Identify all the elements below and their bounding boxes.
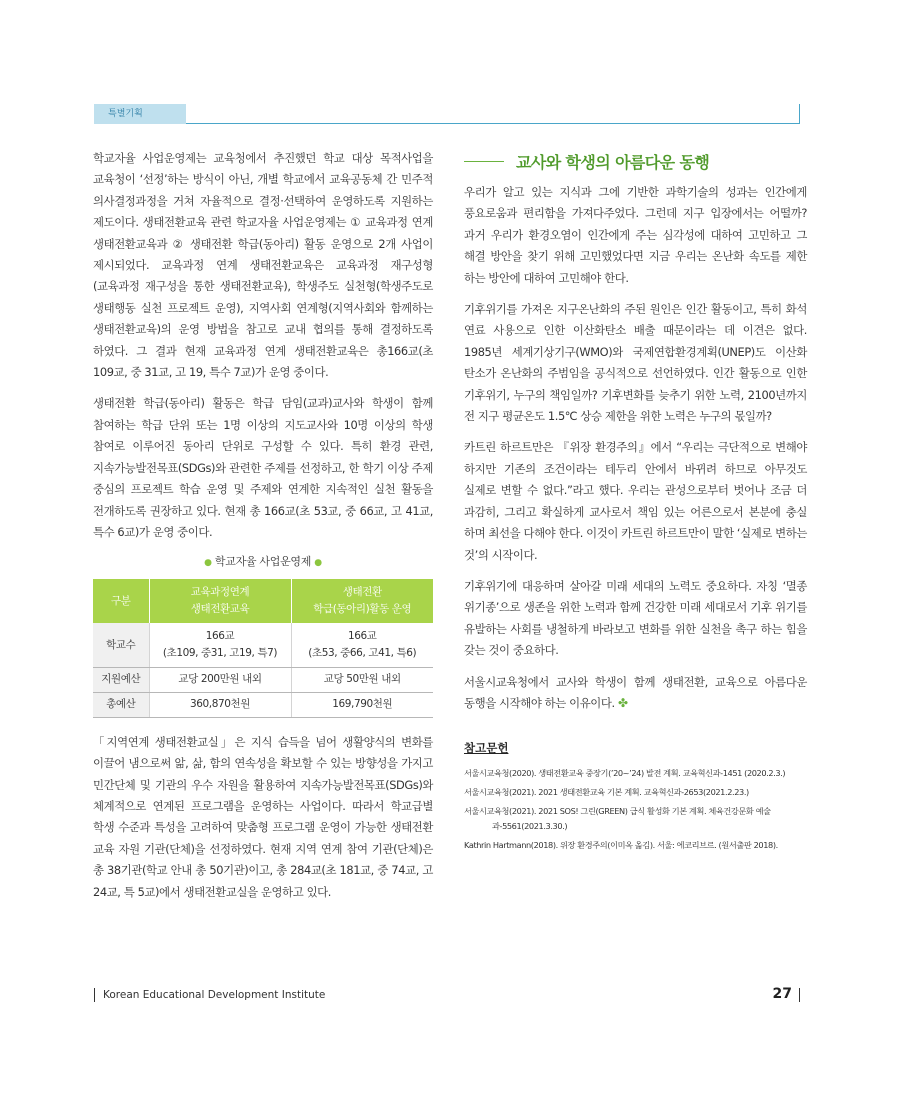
- table-cell: 360,870천원: [149, 692, 291, 717]
- paragraph-text: 서울시교육청에서 교사와 학생이 함께 생태전환, 교육으로 아름다운 동행을 시작해야 하는 이유이다.: [464, 674, 807, 710]
- bullet-dot-icon: ●: [204, 558, 212, 569]
- header-text: 교육과정연계 생태전환교육: [190, 586, 250, 616]
- table-cell: 지원예산: [93, 667, 149, 692]
- section-title: [464, 148, 807, 174]
- references-title: 참고문헌: [464, 741, 509, 756]
- section-title-text: 교사와 학생의 아름다운 동행: [516, 152, 710, 172]
- section-header-bar: [94, 104, 800, 124]
- table-header-cell: [93, 579, 149, 623]
- table-row: [93, 692, 433, 717]
- institute-name: Korean Educational Development Institute: [103, 989, 326, 1001]
- page-footer: [94, 988, 800, 1002]
- page-number: 27: [772, 986, 792, 1002]
- paragraph: 우리가 알고 있는 지식과 그에 기반한 과학기술의 성과는 인간에게 풍요로움과 편리함을 가져다주었다. 그런데 지구 입장에서는 어떨까? 과거 우리가 환경오염이 인간에게 주는 심각성에 대하여 고민하고 그 해결 방안을 찾기 위해 고민했었다면 지금 우리는 온난화 속도를 제한 하는 방안에 대하여 고민해야 한다.: [464, 185, 807, 285]
- reference-item: 서울시교육청(2021). 2021 생태전환교육 기본 계획. 교육혁신과-2653(2021.2.23.): [464, 787, 749, 798]
- table-row: [93, 623, 433, 667]
- paragraph: 기후위기에 대응하며 살아갈 미래 세대의 노력도 중요하다. 자칭 ‘멸종 위기종’으로 생존을 위한 노력과 함께 건강한 미래 세대로서 기후 위기를 유발하는 사회를 냉철하게 바라보고 변화를 위한 실천을 촉구 하는 힘을 갖는 것이 중요하다.: [464, 578, 807, 658]
- header-text: 생태전환 학급(동아리)활동 운영: [313, 586, 412, 616]
- table-header-cell: [291, 579, 433, 623]
- paragraph: 기후위기를 가져온 지구온난화의 주된 원인은 인간 활동이고, 특히 화석 연료 사용으로 인한 이산화탄소 배출 때문이라는 데 이견은 없다. 1985년 세계기상기구(WMO)와 국제연합환경계획(UNEP)도 이산화 탄소가 온난화의 주범임을 공식적으로 선언하였다. 인간 활동으로 인한 기후위기, 누구의 책임일까? 기후변화를 늦추기 위한 노력, 2100년까지 전 지구 평균온도 1.5℃ 상승 제한을 위한 노력은 누구의 몫일까?: [464, 302, 807, 424]
- reference-item: 서울시교육청(2021). 2021 SOS! 그린(GREEN) 급식 활성화 기본 계획. 체육건강문화 예술과-5561(2021.3.30.): [464, 806, 771, 832]
- table-cell: 학교수: [93, 623, 149, 667]
- paragraph: [464, 672, 807, 715]
- paragraph: 카트린 하르트만은 『위장 환경주의』에서 “우리는 극단적으로 변해야 하지만 기존의 조건이라는 테두리 안에서 바뀌려 하므로 아무것도 실제로 변할 수 없다.”라고 했다. 우리는 관성으로부터 벗어나 조금 더 과감히, 그리고 확실하게 교사로서 책임 있는 어른으로서 본분에 충실 하며 최선을 다해야 한다. 이것이 카트린 하르트만이 말한 ‘실제로 변하는 것’의 시작이다.: [464, 440, 807, 562]
- left-column: [93, 148, 433, 913]
- paragraph: 학교자율 사업운영제는 교육청에서 추진했던 학교 대상 목적사업을 교육청이 ‘선정’하는 방식이 아닌, 개별 학교에서 교육공동체 간 민주적 의사결정과정을 거쳐 자율적으로 결정·선택하여 운영하도록 지원하는 제도이다. 생태전환교육 관련 학교자율 사업운영제는 ① 교육과정 연계 생태전환교육과 ② 생태전환 학급(동아리) 활동 운영으로 2개 사업이 제시되었다. 교육과정 연계 생태전환교육은 교육과정 재구성형(교육과정 재구성을 통한 생태전환교육), 학생주도 실천형(학생주도로 생태행동 실천 프로젝트 운영), 지역사회 연계형(지역사회와 함께하는 생태전환교육)의 운영 방법을 참고로 교내 협의를 통해 결정하도록 하였다. 그 결과 현재 교육과정 연계 생태전환교육은 총166교(초 109교, 중 31교, 고 19, 특수 7교)가 운영 중이다.: [93, 151, 433, 380]
- right-column: [464, 148, 807, 857]
- table-cell: 교당 200만원 내외: [149, 667, 291, 692]
- clover-icon: ✤: [617, 695, 628, 710]
- table-cell: 166교 (초109, 중31, 고19, 특7): [149, 623, 291, 667]
- paragraph: 「지역연계 생태전환교실」은 지식 습득을 넘어 생활양식의 변화를 이끌어 냄으로써 앎, 삶, 함의 연속성을 확보할 수 있는 방향성을 가지고 민간단체 및 기관의 우수 자원을 활용하여 지속가능발전목표(SDGs)와 체계적으로 연계된 프로그램을 운영하는 사업이다. 따라서 학교급별 학생 수준과 특성을 고려하여 맞춤형 프로그램 운영이 가능한 생태전환 교육 자원 기관(단체)을 선정하였다. 현재 지역 연계 참여 기관(단체)은 총 38기관(학교 안내 총 50기관)이고, 총 284교(초 181교, 중 74교, 고 24교, 특 5교)에서 생태전환교실을 운영하고 있다.: [93, 734, 433, 899]
- title-rule: [464, 161, 504, 162]
- table-cell: 총예산: [93, 692, 149, 717]
- table-row: [93, 667, 433, 692]
- reference-item: 서울시교육청(2020). 생태전환교육 중장기(’20~’24) 발전 계획. 교육혁신과-1451 (2020.2.3.): [464, 768, 786, 779]
- program-table: [93, 579, 433, 718]
- table-cell: 169,790천원: [291, 692, 433, 717]
- table-cell: 166교 (초53, 중66, 고41, 특6): [291, 623, 433, 667]
- table-header-cell: [149, 579, 291, 623]
- table-caption: [93, 553, 433, 569]
- table-caption-text: 학교자율 사업운영제: [214, 555, 312, 569]
- table-cell: 교당 50만원 내외: [291, 667, 433, 692]
- bullet-dot-icon: ●: [314, 558, 322, 569]
- paragraph: 생태전환 학급(동아리) 활동은 학급 담임(교과)교사와 학생이 함께 참여하는 학급 단위 또는 1명 이상의 지도교사와 10명 이상의 학생 참여로 이루어진 동아리 단위로 구성할 수 있다. 특히 환경 관련, 지속가능발전목표(SDGs)와 관련한 주제를 선정하고, 한 학기 이상 주제 중심의 프로젝트 학습 운영 및 주제와 연계한 지속적인 실천 활동을 전개하도록 권장하고 있다. 현재 총 166교(초 53교, 중 66교, 고 41교, 특수 6교)가 운영 중이다.: [93, 396, 433, 539]
- section-tag: 특별기획: [94, 104, 186, 124]
- reference-item: Kathrin Hartmann(2018). 위장 환경주의(이미옥 옮김). 서울: 에코리브르. (원서출판 2018).: [464, 840, 778, 851]
- header-text: 구분: [111, 594, 131, 607]
